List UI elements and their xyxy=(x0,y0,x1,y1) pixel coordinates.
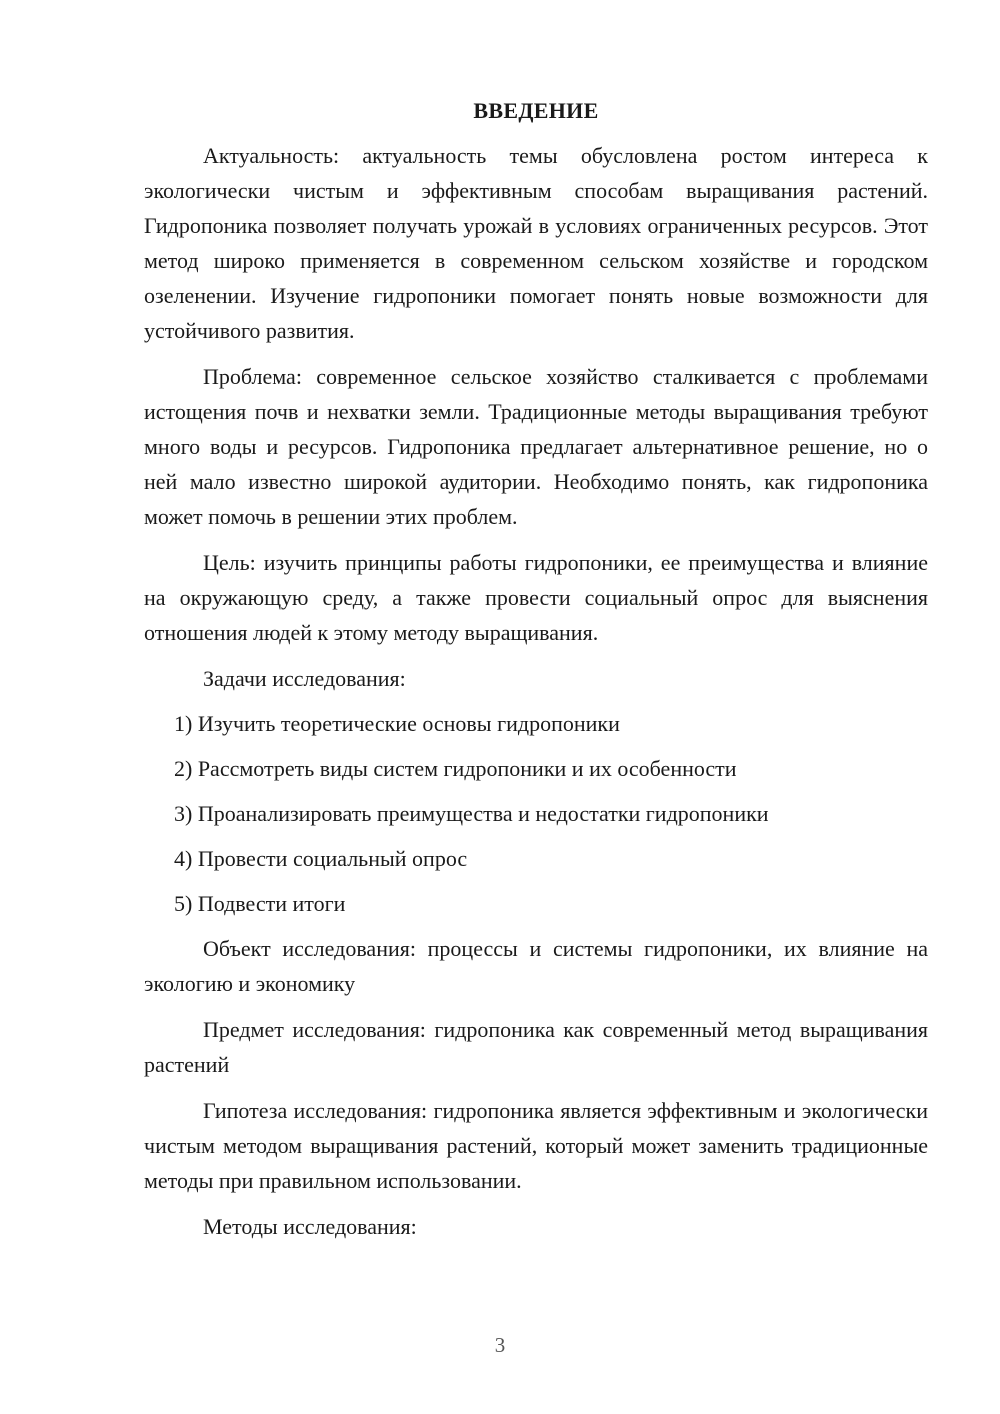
tasks-list xyxy=(144,706,928,921)
tasks-intro: Задачи исследования: xyxy=(203,666,406,691)
methods-intro: Методы исследования: xyxy=(203,1214,417,1239)
subject-paragraph: Предмет исследования: гидропоника как современный метод выращивания растений xyxy=(144,1017,928,1077)
list-item: 4) Провести социальный опрос xyxy=(174,846,468,871)
object-paragraph: Объект исследования: процессы и системы гидропоники, их влияние на экологию и экономику xyxy=(144,936,928,996)
problem-paragraph: Проблема: современное сельское хозяйство сталкивается с проблемами истощения почв и нехватки земли. Традиционные методы выращивания требуют много воды и ресурсов. Гидропоника предлагает альтернативное решение, но о ней мало известно широкой аудитории. Необходимо понять, как гидропоника может помочь в решении этих проблем. xyxy=(144,364,928,529)
list-item: 2) Рассмотреть виды систем гидропоники и их особенности xyxy=(174,756,737,781)
hypothesis-paragraph: Гипотеза исследования: гидропоника является эффективным и экологически чистым методом выращивания растений, который может заменить традиционные методы при правильном использовании. xyxy=(144,1098,928,1193)
list-item: 5) Подвести итоги xyxy=(174,891,346,916)
relevance-paragraph: Актуальность: актуальность темы обусловлена ростом интереса к экологически чистым и эффективным способам выращивания растений. Гидропоника позволяет получать урожай в условиях ограниченных ресурсов. Этот метод широко применяется в современном сельском хозяйстве и городском озеленении. Изучение гидропоники помогает понять новые возможности для устойчивого развития. xyxy=(144,143,928,343)
section-heading: ВВЕДЕНИЕ xyxy=(473,98,599,123)
page-content xyxy=(144,96,928,1255)
page-number: 3 xyxy=(494,1333,506,1357)
list-item: 1) Изучить теоретические основы гидропоники xyxy=(174,711,620,736)
list-item: 3) Проанализировать преимущества и недостатки гидропоники xyxy=(174,801,769,826)
goal-paragraph: Цель: изучить принципы работы гидропоники, ее преимущества и влияние на окружающую среду, а также провести социальный опрос для выяснения отношения людей к этому методу выращивания. xyxy=(144,550,928,645)
